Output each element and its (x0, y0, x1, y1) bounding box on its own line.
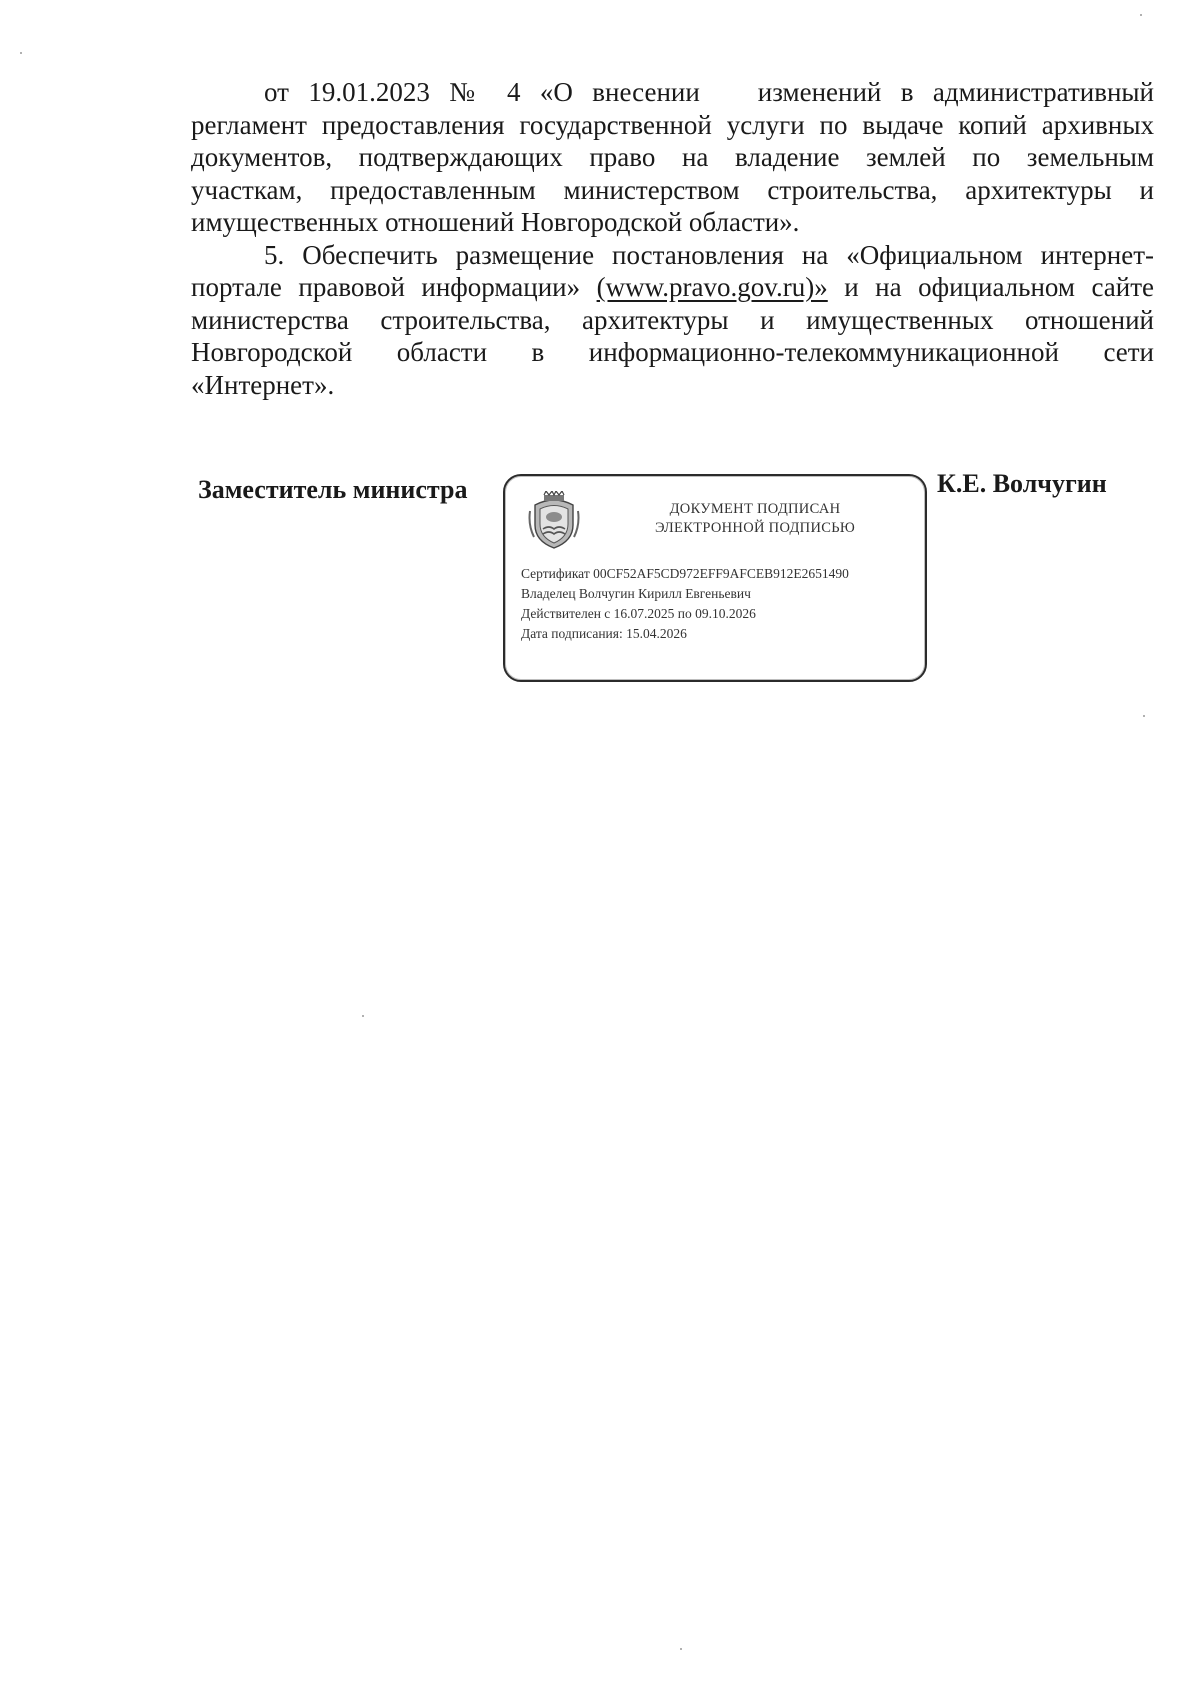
paragraph-line: министерства строительства, архитектуры и имущественных отношений (191, 304, 1154, 335)
scan-speck (1143, 715, 1145, 717)
paragraph-line: документов, подтверждающих право на владение землей по земельным (191, 142, 1154, 172)
stamp-heading-line: ЭЛЕКТРОННОЙ ПОДПИСЬЮ (654, 520, 856, 536)
stamp-heading (625, 500, 885, 538)
document-body (191, 76, 1154, 401)
paragraph-line: «Интернет». (191, 369, 335, 400)
text-fragment: портале правовой информации» (191, 272, 581, 302)
certificate-validity: Действителен с 16.07.2025 по 09.10.2026 (521, 606, 756, 621)
electronic-signature-stamp (503, 474, 927, 682)
paragraph-line: Новгородской области в информационно-телекоммуникационной сети (191, 337, 1154, 367)
scan-speck (20, 52, 22, 54)
stamp-details (521, 564, 849, 644)
paragraph-line (191, 76, 1154, 109)
scan-speck (680, 1648, 682, 1650)
paragraph-line: 5. Обеспечить размещение постановления на «Официальном интернет- (264, 239, 1154, 270)
paragraph-line: участкам, предоставленным министерством строительства, архитектуры и (191, 174, 1154, 205)
stamp-heading-line: ДОКУМЕНТ ПОДПИСАН (669, 501, 841, 517)
text-fragment: от 19.01.2023 № 4 «О внесении (264, 77, 700, 107)
certificate-owner: Владелец Волчугин Кирилл Евгеньевич (521, 586, 751, 601)
paragraph-line: имущественных отношений Новгородской области». (191, 207, 800, 237)
signatory-name: К.Е. Волчугин (937, 469, 1107, 498)
scan-speck (362, 1015, 364, 1017)
paragraph-line: регламент предоставления государственной услуги по выдаче копий архивных (191, 109, 1154, 140)
text-fragment: и на официальном сайте (844, 272, 1154, 302)
signing-date: Дата подписания: 15.04.2026 (521, 626, 687, 641)
text-fragment: изменений в административный (757, 77, 1154, 107)
scan-speck (1140, 14, 1142, 16)
paragraph-continuation (191, 76, 1154, 239)
paragraph-line (191, 271, 1154, 304)
certificate-number: Сертификат 00CF52AF5CD972EFF9AFCEB912E2651490 (521, 566, 849, 581)
coat-of-arms-icon (527, 491, 581, 551)
paragraph-5 (191, 239, 1154, 402)
signatory-title: Заместитель министра (198, 475, 468, 504)
pravo-url-link[interactable]: (www.pravo.gov.ru)» (596, 272, 828, 302)
